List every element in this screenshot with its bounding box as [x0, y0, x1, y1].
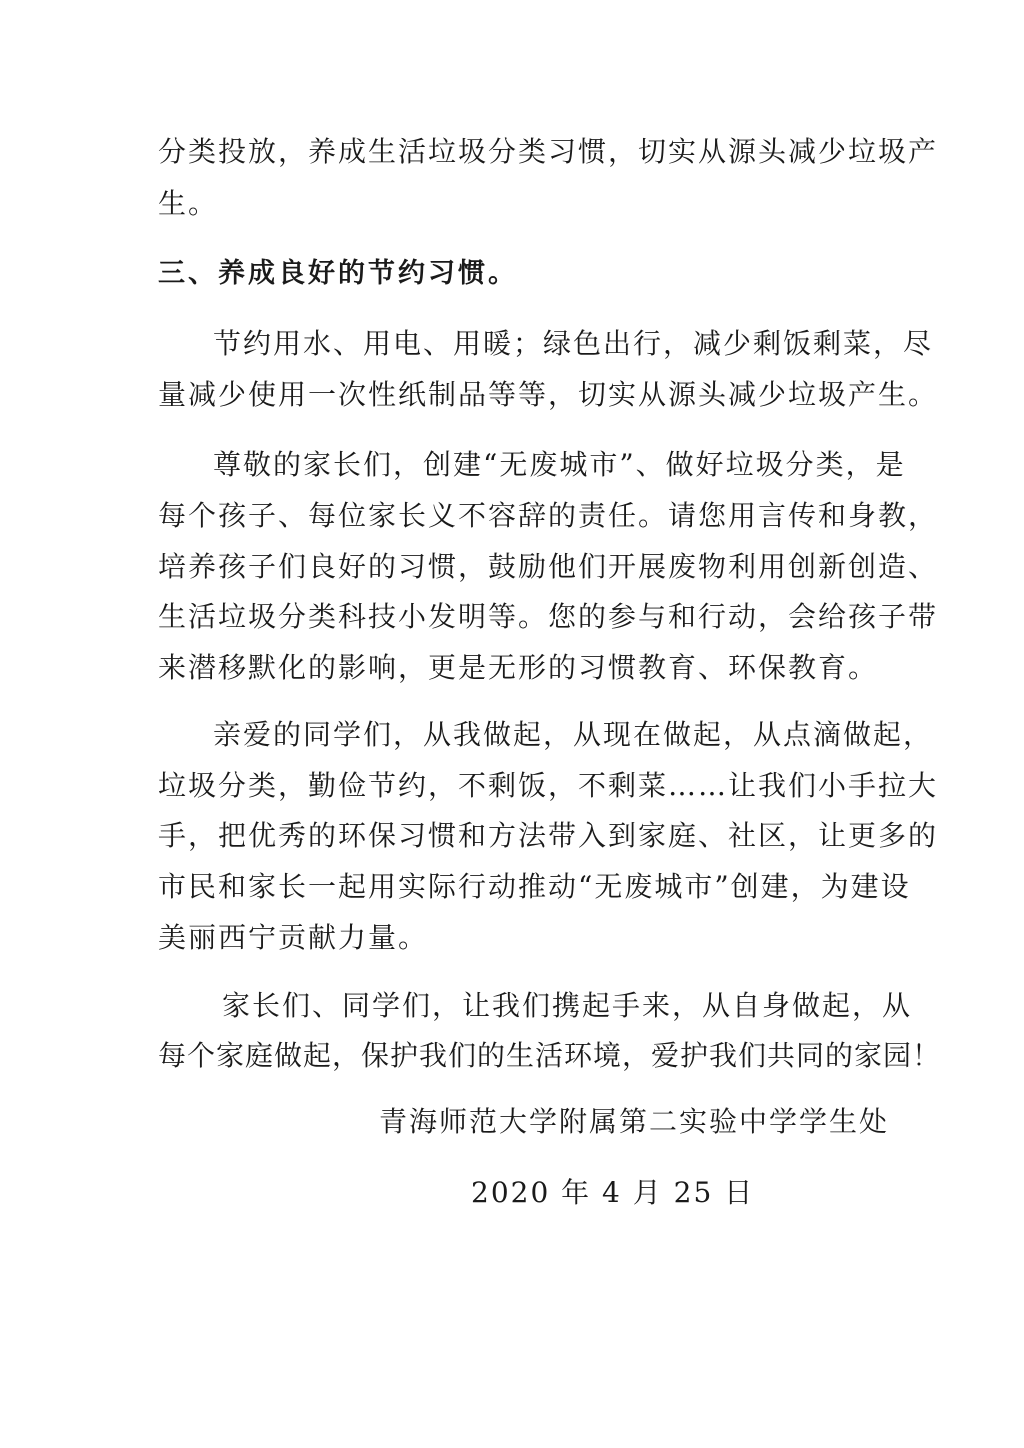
- parents-line-3: 培养孩子们良好的习惯，鼓励他们开展废物利用创新创造、: [158, 550, 939, 583]
- students-line-2: 垃圾分类，勤俭节约，不剩饭，不剩菜……让我们小手拉大: [158, 769, 939, 802]
- students-line-5: 美丽西宁贡献力量。: [158, 921, 429, 954]
- signature-organization: 青海师范大学附属第二实验中学学生处: [379, 1105, 890, 1138]
- parents-line-5: 来潜移默化的影响，更是无形的习惯教育、环保教育。: [158, 651, 879, 684]
- signature-date: 2020 年 4 月 25 日: [471, 1176, 755, 1209]
- parents-line-2: 每个孩子、每位家长义不容辞的责任。请您用言传和身教，: [158, 499, 939, 532]
- students-line-4: 市民和家长一起用实际行动推动“无废城市”创建，为建设: [158, 870, 911, 903]
- students-line-3: 手，把优秀的环保习惯和方法带入到家庭、社区，让更多的: [158, 819, 939, 852]
- students-line-1: 亲爱的同学们，从我做起，从现在做起，从点滴做起，: [213, 718, 934, 751]
- closing-line-1: 家长们、同学们，让我们携起手来，从自身做起，从: [222, 989, 913, 1022]
- section3-line-1: 节约用水、用电、用暖；绿色出行，减少剩饭剩菜，尽: [213, 327, 934, 360]
- section3-line-2: 量减少使用一次性纸制品等等，切实从源头减少垃圾产生。: [158, 378, 939, 411]
- continuation-line-1: 分类投放，养成生活垃圾分类习惯，切实从源头减少垃圾产: [158, 135, 939, 168]
- continuation-line-2: 生。: [158, 187, 219, 220]
- parents-line-1: 尊敬的家长们，创建“无废城市”、做好垃圾分类，是: [213, 448, 906, 481]
- closing-line-2: 每个家庭做起，保护我们的生活环境，爱护我们共同的家园！: [158, 1039, 942, 1072]
- parents-line-4: 生活垃圾分类科技小发明等。您的参与和行动，会给孩子带: [158, 600, 939, 633]
- section-heading: 三、养成良好的节约习惯。: [158, 258, 518, 289]
